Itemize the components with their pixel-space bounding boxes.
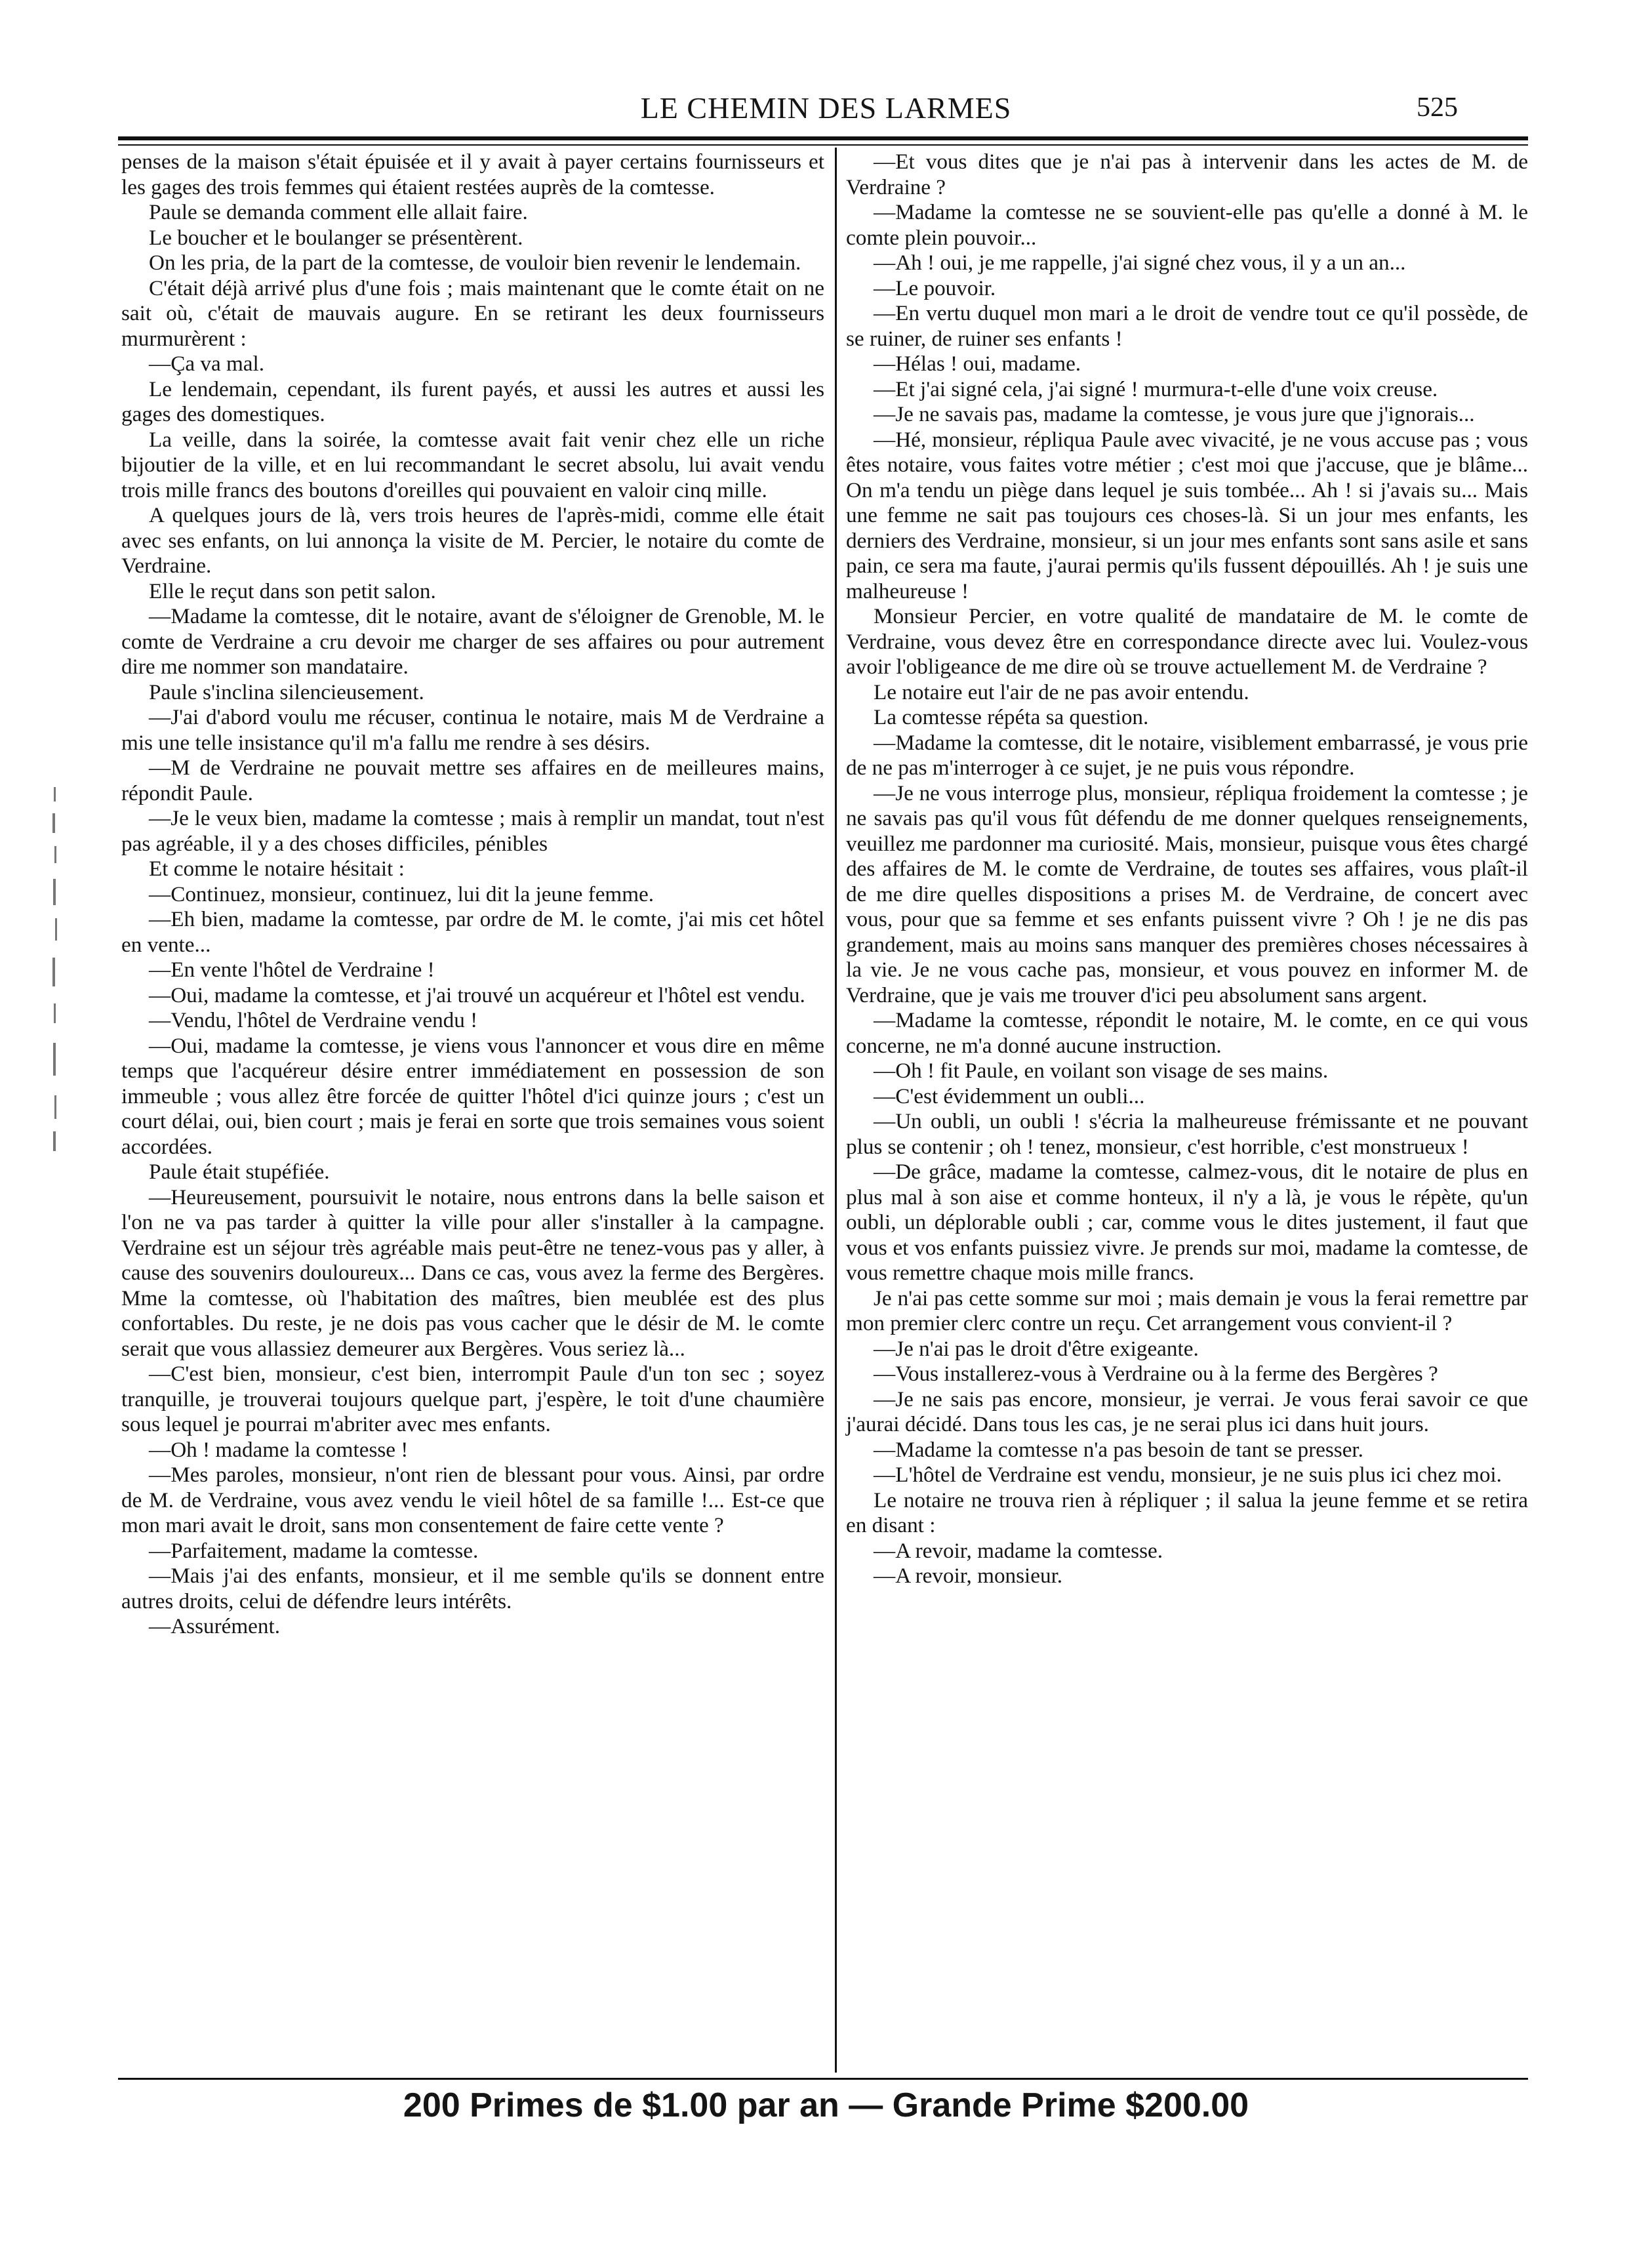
- paragraph: —J'ai d'abord voulu me récuser, continua le notaire, mais M de Verdraine a mis une telle insistance qu'il m'a fallu me rendre à ses désirs.: [121, 705, 824, 755]
- paragraph: —Mais j'ai des enfants, monsieur, et il me semble qu'ils se donnent entre autres droits, celui de défendre leurs intérêts.: [121, 1564, 824, 1613]
- paragraph: —Assurément.: [149, 1614, 281, 1638]
- header-rule-thin: [118, 144, 1528, 146]
- paragraph: —Oh ! fit Paule, en voilant son visage de ses mains.: [874, 1059, 1329, 1083]
- paragraph: —C'est bien, monsieur, c'est bien, interrompit Paule d'un ton sec ; soyez tranquille, je trouverai toujours quelque part, j'espère, le toit d'une chaumière sous lequel je pourrai m'abriter avec mes enfants.: [121, 1362, 824, 1436]
- column-divider: [835, 148, 837, 2073]
- paragraph: —Je ne savais pas, madame la comtesse, je vous jure que j'ignorais...: [874, 402, 1475, 426]
- paragraph: On les pria, de la part de la comtesse, de vouloir bien revenir le lendemain.: [149, 251, 801, 275]
- paragraph: —Madame la comtesse, dit le notaire, visiblement embarrassé, je vous prie de ne pas m'interroger à ce sujet, je ne puis vous répondre.: [846, 730, 1528, 780]
- paragraph: —Madame la comtesse ne se souvient-elle pas qu'elle a donné à M. le comte plein pouvoir...: [846, 200, 1528, 250]
- footer-rule: [118, 2078, 1528, 2080]
- paragraph: —Mes paroles, monsieur, n'ont rien de blessant pour vous. Ainsi, par ordre de M. de Verdraine, vous avez vendu le vieil hôtel de sa famille !... Est-ce que mon mari avait le droit, sans mon consentement de faire cette vente ?: [121, 1463, 824, 1537]
- paragraph: —Ah ! oui, je me rappelle, j'ai signé chez vous, il y a un an...: [874, 251, 1406, 275]
- paragraph: —Oui, madame la comtesse, et j'ai trouvé un acquéreur et l'hôtel est vendu.: [149, 983, 805, 1007]
- paragraph: C'était déjà arrivé plus d'une fois ; mais maintenant que le comte était on ne sait où, c'était de mauvais augure. En se retirant les deux fournisseurs murmurèrent :: [121, 275, 824, 351]
- page-number: 525: [1417, 92, 1458, 123]
- paragraph: —En vertu duquel mon mari a le droit de vendre tout ce qu'il possède, de se ruiner, de ruiner ses enfants !: [846, 301, 1528, 351]
- margin-stamp-marks: [43, 787, 70, 1154]
- paragraph: —Je le veux bien, madame la comtesse ; mais à remplir un mandat, tout n'est pas agréable, il y a des choses difficiles, pénibles: [121, 806, 824, 856]
- paragraph: —Le pouvoir.: [874, 275, 996, 300]
- subscription-banner: 200 Primes de $1.00 par an — Grande Prime $200.00: [403, 2086, 1249, 2124]
- paragraph: Paule s'inclina silencieusement.: [149, 679, 424, 704]
- paragraph: La comtesse répéta sa question.: [874, 705, 1149, 729]
- paragraph: —A revoir, madame la comtesse.: [874, 1538, 1163, 1563]
- paragraph: —L'hôtel de Verdraine est vendu, monsieur, je ne suis plus ici chez moi.: [874, 1463, 1502, 1487]
- paragraph: —Je ne sais pas encore, monsieur, je verrai. Je vous ferai savoir ce que j'aurai décidé. Dans tous les cas, je ne serai plus ici dans huit jours.: [846, 1387, 1528, 1436]
- paragraph: —Parfaitement, madame la comtesse.: [149, 1538, 479, 1563]
- paragraph: Monsieur Percier, en votre qualité de mandataire de M. le comte de Verdraine, vous devez être en correspondance directe avec lui. Voulez-vous avoir l'obligeance de me dire où se trouve actuellement M. de Verdraine ?: [846, 604, 1528, 679]
- paragraph: —Ça va mal.: [149, 352, 265, 376]
- paragraph: —M de Verdraine ne pouvait mettre ses affaires en de meilleures mains, répondit Paule.: [121, 756, 824, 805]
- paragraph: —En vente l'hôtel de Verdraine !: [149, 958, 435, 982]
- paragraph: —Eh bien, madame la comtesse, par ordre de M. le comte, j'ai mis cet hôtel en vente...: [121, 907, 824, 957]
- header-rule-thick: [118, 136, 1528, 140]
- paragraph: —Oh ! madame la comtesse !: [149, 1437, 409, 1462]
- paragraph: —Je ne vous interroge plus, monsieur, répliqua froidement la comtesse ; je ne savais pas qu'il vous fût défendu de me donner quelques renseignements, veuillez me pardonner ma curiosité. Mais, monsieur, puisque vous êtes chargé des affaires de M. le comte de Verdraine, de toutes ses affaires, vous plaît-il de me dire quelles dispositions a prises M. de Verdraine, de concert avec vous, pour que sa femme et ses enfants puissent vivre ? Oh ! je ne dis pas grandement, mais au moins sans manquer des premières choses nécessaires à la vie. Je ne vous cache pas, monsieur, et vous pouvez en informer M. de Verdraine, que je vais me trouver d'ici peu absolument sans argent.: [846, 780, 1528, 1007]
- paragraph: —Continuez, monsieur, continuez, lui dit la jeune femme.: [149, 881, 655, 906]
- paragraph: —A revoir, monsieur.: [874, 1564, 1063, 1588]
- paragraph: —Hé, monsieur, répliqua Paule avec vivacité, je ne vous accuse pas ; vous êtes notaire, vous faites votre métier ; c'est moi que j'accuse, que je blâme... On m'a tendu un piège dans lequel je suis tombée... Ah ! si j'avais su... Mais une femme ne sait pas toujours ces choses-là. Si un jour mes enfants, les derniers des Verdraine, monsieur, si un jour mes enfants sont sans asile et sans pain, ce sera ma faute, j'aurai permis qu'ils fussent dépouillés. Ah ! je suis une malheureuse !: [846, 427, 1528, 603]
- paragraph: Le boucher et le boulanger se présentèrent.: [149, 225, 523, 250]
- paragraph: —Vous installerez-vous à Verdraine ou à la ferme des Bergères ?: [874, 1362, 1438, 1386]
- paragraph: —Madame la comtesse n'a pas besoin de tant se presser.: [874, 1437, 1363, 1462]
- paragraph: Elle le reçut dans son petit salon.: [149, 578, 436, 603]
- paragraph: —Oui, madame la comtesse, je viens vous l'annoncer et vous dire en même temps que l'acquéreur désire entrer immédiatement en possession de son immeuble ; vous allez être forcée de quitter l'hôtel d'ici quinze jours ; c'est un court délai, oui, bien court ; mais je ferai en sorte que trois semaines vous soient accordées.: [121, 1033, 824, 1159]
- running-title: LE CHEMIN DES LARMES: [640, 91, 1012, 125]
- paragraph: penses de la maison s'était épuisée et il y avait à payer certains fournisseurs et les gages des trois femmes qui étaient restées auprès de la comtesse.: [121, 150, 824, 199]
- paragraph: —Et vous dites que je n'ai pas à intervenir dans les actes de M. de Verdraine ?: [846, 150, 1528, 199]
- paragraph: —C'est évidemment un oubli...: [874, 1084, 1145, 1108]
- paragraph: —Je n'ai pas le droit d'être exigeante.: [874, 1336, 1199, 1361]
- paragraph: —Hélas ! oui, madame.: [874, 352, 1081, 376]
- paragraph: —Et j'ai signé cela, j'ai signé ! murmura-t-elle d'une voix creuse.: [874, 376, 1438, 401]
- paragraph: Et comme le notaire hésitait :: [149, 857, 405, 881]
- paragraph: —Un oubli, un oubli ! s'écria la malheureuse frémissante et ne pouvant plus se contenir ; oh ! tenez, monsieur, c'est horrible, c'est monstrueux !: [846, 1109, 1528, 1159]
- paragraph: Paule était stupéfiée.: [149, 1160, 330, 1184]
- paragraph: Le notaire ne trouva rien à répliquer ; il salua la jeune femme et se retira en disant :: [846, 1488, 1528, 1537]
- paragraph: —Vendu, l'hôtel de Verdraine vendu !: [149, 1008, 478, 1032]
- paragraph: —Madame la comtesse, répondit le notaire, M. le comte, en ce qui vous concerne, ne m'a donné aucune instruction.: [846, 1008, 1528, 1058]
- paragraph: Le lendemain, cependant, ils furent payés, et aussi les autres et aussi les gages des domestiques.: [121, 376, 824, 426]
- right-column: [846, 150, 1528, 1589]
- paragraph: La veille, dans la soirée, la comtesse avait fait venir chez elle un riche bijoutier de la ville, et en lui recommandant le secret absolu, lui avait vendu trois mille francs des boutons d'oreilles qui pouvaient en valoir cinq mille.: [121, 427, 824, 502]
- paragraph: —De grâce, madame la comtesse, calmez-vous, dit le notaire de plus en plus mal à son aise et comme honteux, il n'y a là, je vous le répète, qu'un oubli, un déplorable oubli ; car, comme vous le dites justement, il faut que vous et vos enfants puissiez vivre. Je prends sur moi, madame la comtesse, de vous remettre chaque mois mille francs.: [846, 1160, 1528, 1285]
- paragraph: Le notaire eut l'air de ne pas avoir entendu.: [874, 679, 1249, 704]
- paragraph: Je n'ai pas cette somme sur moi ; mais demain je vous la ferai remettre par mon premier clerc contre un reçu. Cet arrangement vous convient-il ?: [846, 1286, 1528, 1335]
- left-column: [121, 150, 824, 1640]
- paragraph: A quelques jours de là, vers trois heures de l'après-midi, comme elle était avec ses enfants, on lui annonça la visite de M. Percier, le notaire du comte de Verdraine.: [121, 503, 824, 578]
- paragraph: —Heureusement, poursuivit le notaire, nous entrons dans la belle saison et l'on ne va pas tarder à quitter la ville pour aller s'installer à la campagne. Verdraine est un séjour très agréable mais peut-être ne tenez-vous pas y aller, à cause des souvenirs douloureux... Dans ce cas, vous avez la ferme des Bergères. Mme la comtesse, où l'habitation des maîtres, bien meublée est des plus confortables. Du reste, je ne dois pas vous cacher que le désir de M. le comte serait que vous allassiez demeurer aux Bergères. Vous seriez là...: [121, 1185, 824, 1361]
- paragraph: Paule se demanda comment elle allait faire.: [149, 200, 528, 224]
- paragraph: —Madame la comtesse, dit le notaire, avant de s'éloigner de Grenoble, M. le comte de Verdraine a cru devoir me charger de ses affaires ou pour autrement dire me nommer son mandataire.: [121, 604, 824, 679]
